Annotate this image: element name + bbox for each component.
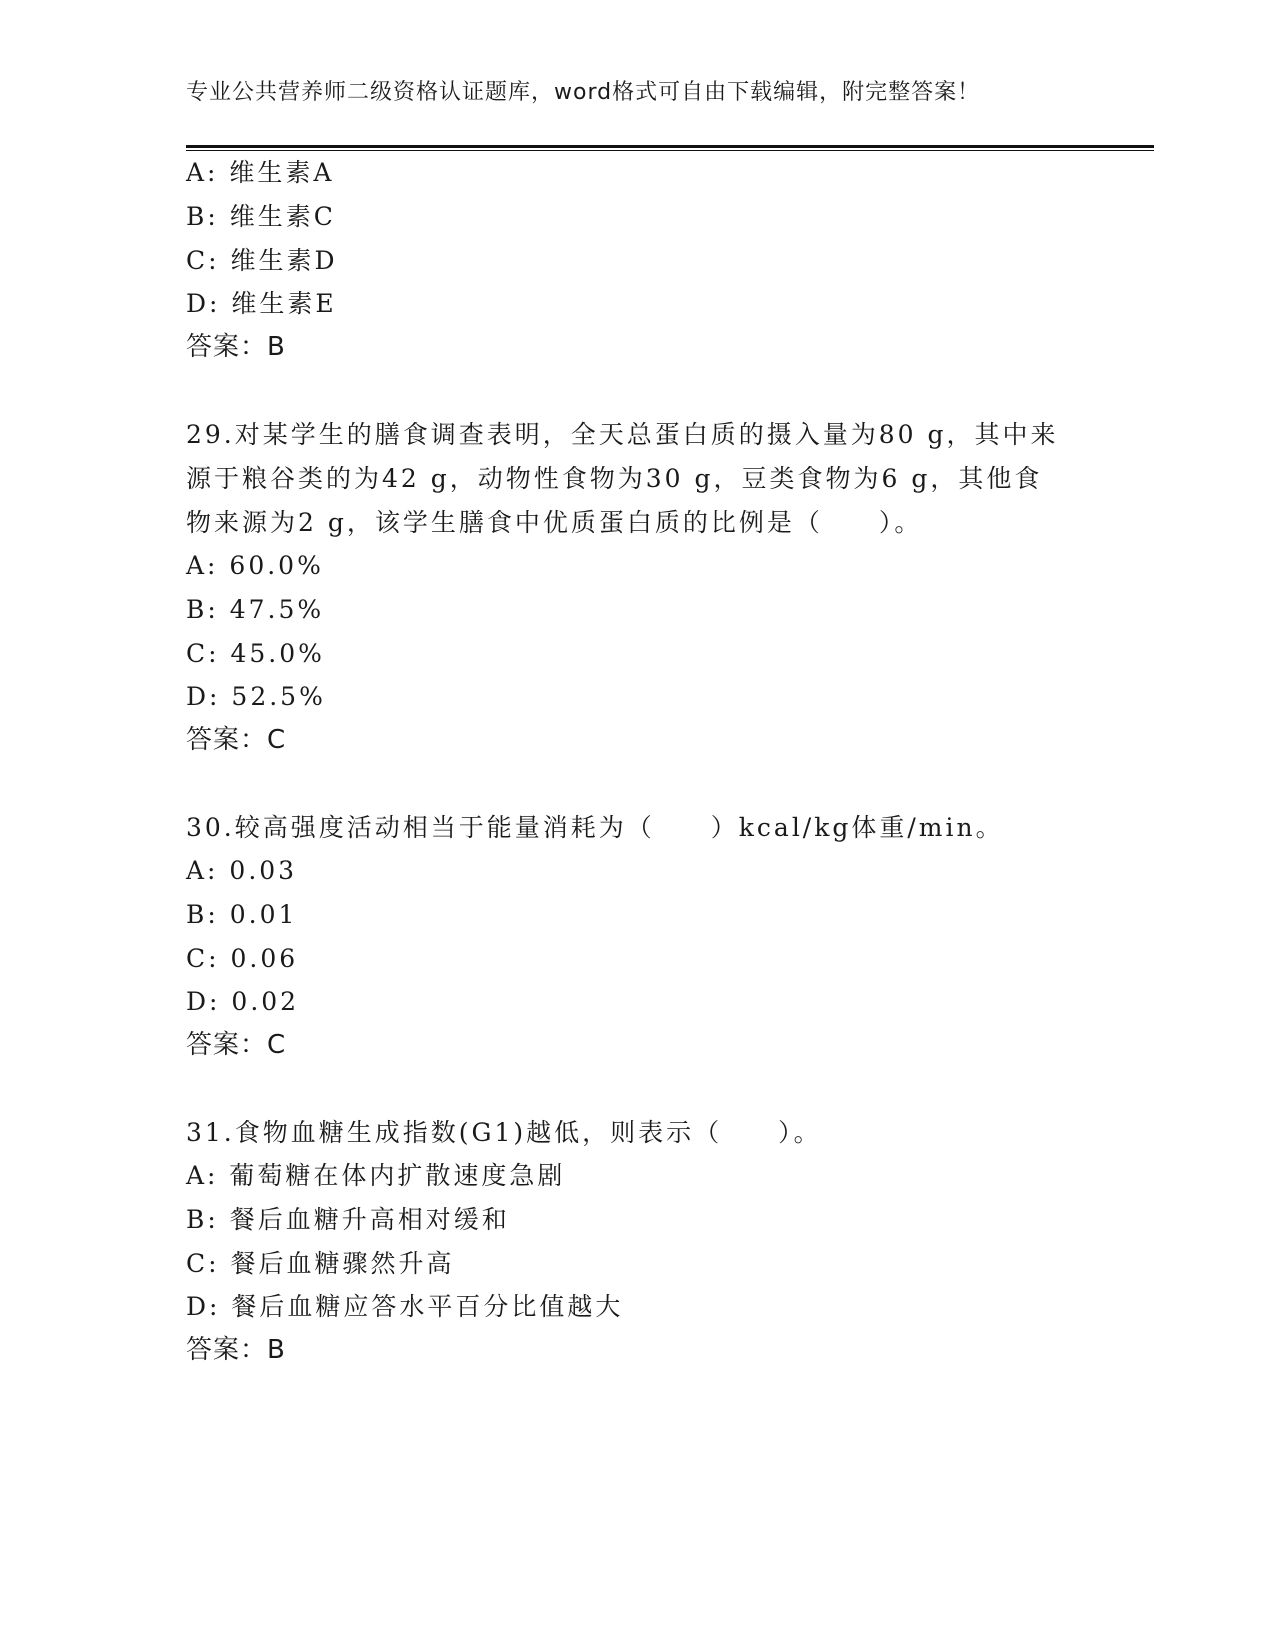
answer: 答案：B: [186, 1335, 286, 1365]
option-c: C: 餐后血糖骤然升高: [186, 1249, 455, 1278]
option-c: C: 45.0%: [186, 639, 325, 668]
header-rule: [186, 145, 1154, 148]
option-b: B: 0.01: [186, 900, 298, 929]
answer: 答案：B: [186, 332, 286, 362]
header-rule-thin: [186, 150, 1154, 151]
option-c: C: 0.06: [186, 944, 299, 973]
option-d: D: 0.02: [186, 987, 300, 1016]
header-title: 专业公共营养师二级资格认证题库，word格式可自由下载编辑，附完整答案！: [186, 80, 981, 105]
option-a: A: 葡萄糖在体内扩散速度急剧: [186, 1161, 566, 1190]
option-b: B: 餐后血糖升高相对缓和: [186, 1205, 510, 1234]
answer: 答案：C: [186, 1030, 287, 1060]
option-a: A: 0.03: [186, 856, 298, 885]
option-d: D: 维生素E: [186, 289, 337, 318]
question-stem-line: 源于粮谷类的为42 g，动物性食物为30 g，豆类食物为6 g，其他食: [186, 464, 1043, 493]
option-a: A: 60.0%: [186, 551, 324, 580]
option-d: D: 餐后血糖应答水平百分比值越大: [186, 1292, 624, 1321]
question-stem-line: 物来源为2 g，该学生膳食中优质蛋白质的比例是（ ）。: [186, 508, 923, 537]
option-b: B: 47.5%: [186, 595, 325, 624]
option-d: D: 52.5%: [186, 682, 326, 711]
question-stem-line: 31.食物血糖生成指数(G1)越低，则表示（ ）。: [186, 1118, 822, 1147]
option-c: C: 维生素D: [186, 246, 338, 275]
option-b: B: 维生素C: [186, 202, 336, 231]
question-stem-line: 30.较高强度活动相当于能量消耗为（ ）kcal/kg体重/min。: [186, 813, 1004, 842]
option-a: A: 维生素A: [186, 158, 335, 187]
answer: 答案：C: [186, 725, 287, 755]
question-stem-line: 29.对某学生的膳食调查表明，全天总蛋白质的摄入量为80 g，其中来: [186, 420, 1059, 449]
